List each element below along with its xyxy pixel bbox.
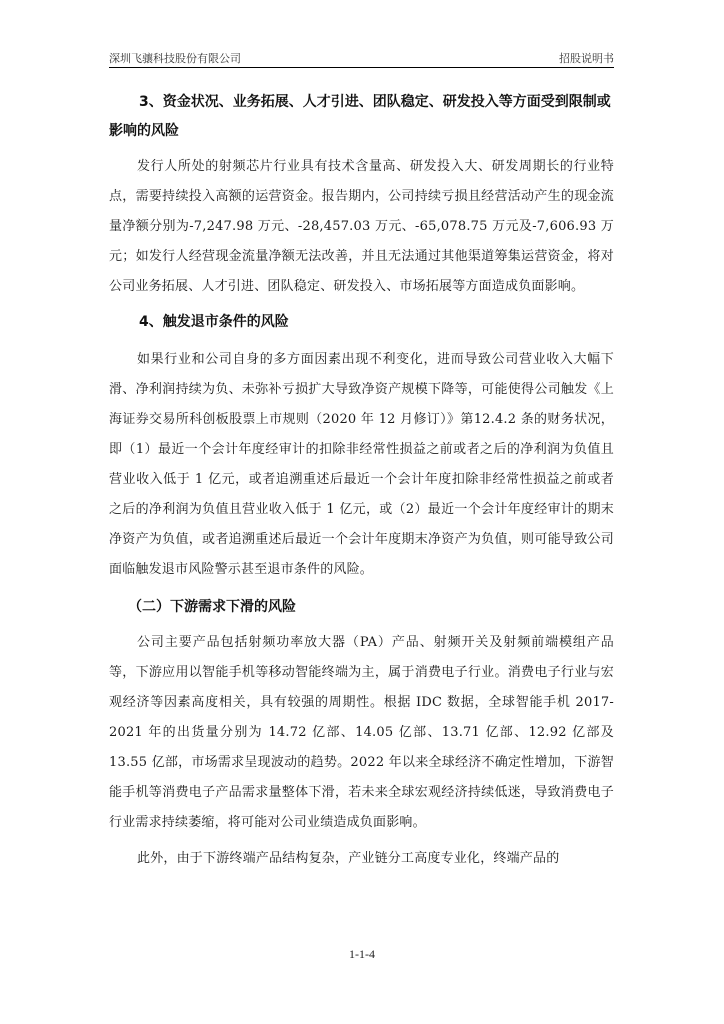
header-divider [109, 67, 614, 68]
header-company-name: 深圳飞骧科技股份有限公司 [109, 52, 241, 65]
page-body [109, 88, 614, 874]
paragraph-funding-risk: 发行人所处的射频芯片行业具有技术含量高、研发投入大、研发周期长的行业特点，需要持续投入高额的运营资金。报告期内，公司持续亏损且经营活动产生的现金流量净额分别为-7,247.98 万元、-28,457.03 万元、-65,078.75 万元及-7,606.93 万元；如发行人经营现金流量净额无法改善，并且无法通过其他渠道筹集运营资金，将对公司业务拓展、人才引进、团队稳定、研发投入、市场拓展等方面造成负面影响。 [109, 159, 614, 294]
paragraph-terminal-products: 此外，由于下游终端产品结构复杂，产业链分工高度专业化，终端产品的 [137, 851, 560, 866]
section-heading-funding-risk: 3、资金状况、业务拓展、人才引进、团队稳定、研发投入等方面受到限制或影响的风险 [109, 94, 611, 139]
section-heading-downstream-demand-risk: （二）下游需求下滑的风险 [128, 599, 296, 615]
page-header [109, 50, 614, 68]
page-number: 1-1-4 [349, 947, 375, 961]
section-heading-delisting-risk: 4、触发退市条件的风险 [139, 314, 289, 330]
header-document-type: 招股说明书 [559, 52, 614, 65]
paragraph-delisting-risk: 如果行业和公司自身的多方面因素出现不利变化，进而导致公司营业收入大幅下滑、净利润持续为负、未弥补亏损扩大导致净资产规模下降等，可能使得公司触发《上海证券交易所科创板股票上市规则（2020 年 12 月修订）》第12.4.2 条的财务状况，即（1）最近一个会计年度经审计的扣除非经常性损益之前或者之后的净利润为负值且营业收入低于 1 亿元，或者追溯重述后最近一个会计年度扣除非经常性损益之前或者之后的净利润为负值且营业收入低于 1 亿元，或（2）最近一个会计年度经审计的期末净资产为负值，或者追溯重述后最近一个会计年度期末净资产为负值，则可能导致公司面临触发退市风险警示甚至退市条件的风险。 [109, 352, 614, 577]
paragraph-downstream-demand-risk: 公司主要产品包括射频功率放大器（PA）产品、射频开关及射频前端模组产品等，下游应用以智能手机等移动智能终端为主，属于消费电子行业。消费电子行业与宏观经济等因素高度相关，具有较强的周期性。根据 IDC 数据，全球智能手机 2017-2021 年的出货量分别为 14.72 亿部、14.05 亿部、13.71 亿部、12.92 亿部及 13.55 亿部，市场需求呈现波动的趋势。2022 年以来全球经济不确定性增加，下游智能手机等消费电子产品需求量整体下滑，若未来全球宏观经济持续低迷，导致消费电子行业需求持续萎缩，将可能对公司业绩造成负面影响。 [109, 635, 614, 830]
